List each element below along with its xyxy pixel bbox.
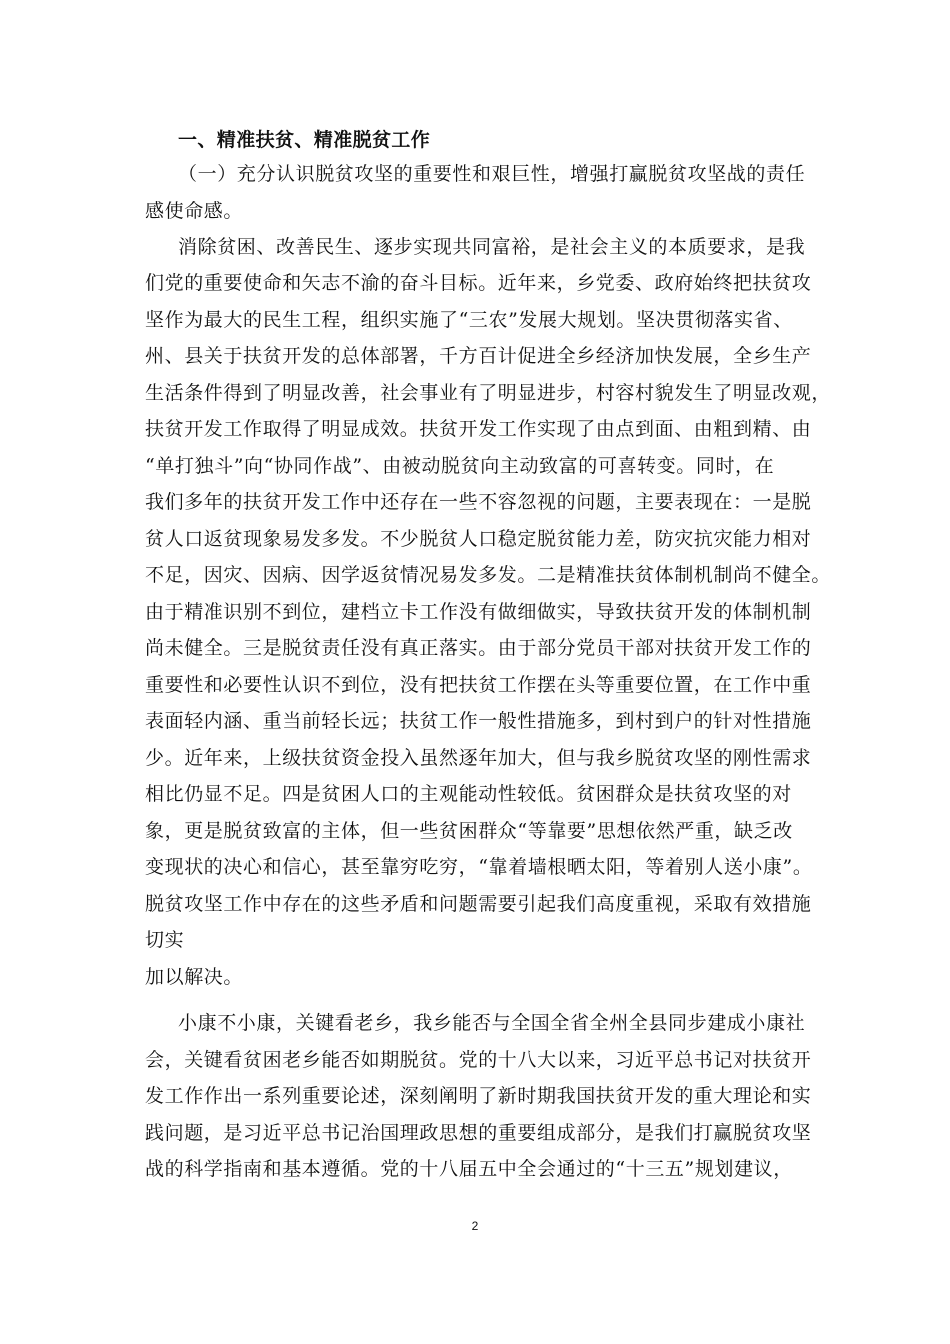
subsection-heading-line-2: 感使命感。 bbox=[145, 200, 244, 222]
paragraph-1-line-6: 扶贫开发工作取得了明显成效。扶贫开发工作实现了由点到面、由粗到精、由 bbox=[145, 418, 812, 440]
paragraph-1-line-18: 变现状的决心和信心，甚至靠穷吃穷，“靠着墙根晒太阳，等着别人送小康”。 bbox=[145, 856, 813, 878]
paragraph-2-line-3: 发工作作出一系列重要论述，深刻阐明了新时期我国扶贫开发的重大理论和实 bbox=[145, 1085, 812, 1107]
paragraph-1-line-4: 州、县关于扶贫开发的总体部署，千方百计促进全乡经济加快发展，全乡生产 bbox=[145, 345, 812, 367]
paragraph-1-line-2: 们党的重要使命和矢志不渝的奋斗目标。近年来，乡党委、政府始终把扶贫攻 bbox=[145, 272, 812, 294]
paragraph-1-line-15: 少。近年来，上级扶贫资金投入虽然逐年加大，但与我乡脱贫攻坚的刚性需求 bbox=[145, 747, 812, 769]
paragraph-1-line-16: 相比仍显不足。四是贫困人口的主观能动性较低。贫困群众是扶贫攻坚的对 bbox=[145, 783, 792, 805]
paragraph-1-line-14: 表面轻内涵、重当前轻长远；扶贫工作一般性措施多，到村到户的针对性措施 bbox=[145, 710, 812, 732]
paragraph-2-line-5: 战的科学指南和基本遵循。党的十八届五中全会通过的“十三五”规划建议， bbox=[145, 1158, 793, 1180]
paragraph-1-line-9: 贫人口返贫现象易发多发。不少脱贫人口稳定脱贫能力差，防灾抗灾能力相对 bbox=[145, 528, 812, 550]
paragraph-1-line-21: 加以解决。 bbox=[145, 966, 244, 988]
paragraph-1-line-7: “单打独斗”向“协同作战”、由被动脱贫向主动致富的可喜转变。同时，在 bbox=[145, 455, 775, 477]
paragraph-1-line-12: 尚未健全。三是脱贫责任没有真正落实。由于部分党员干部对扶贫开发工作的 bbox=[145, 637, 812, 659]
paragraph-2-line-2: 会，关键看贫困老乡能否如期脱贫。党的十八大以来，习近平总书记对扶贫开 bbox=[145, 1049, 812, 1071]
section-heading: 一、精准扶贫、精准脱贫工作 bbox=[178, 129, 431, 151]
paragraph-1-line-11: 由于精准识别不到位，建档立卡工作没有做细做实，导致扶贫开发的体制机制 bbox=[145, 601, 812, 623]
paragraph-1-line-1: 消除贫困、改善民生、逐步实现共同富裕，是社会主义的本质要求，是我 bbox=[178, 236, 806, 258]
paragraph-1-line-8: 我们多年的扶贫开发工作中还存在一些不容忽视的问题，主要表现在：一是脱 bbox=[145, 491, 812, 513]
subsection-heading-line-1: （一）充分认识脱贫攻坚的重要性和艰巨性，增强打赢脱贫攻坚战的责任 bbox=[178, 163, 806, 185]
paragraph-2-line-4: 践问题，是习近平总书记治国理政思想的重要组成部分，是我们打赢脱贫攻坚 bbox=[145, 1122, 812, 1144]
page-number: 2 bbox=[471, 1219, 479, 1233]
paragraph-1-line-5: 生活条件得到了明显改善，社会事业有了明显进步，村容村貌发生了明显改观， bbox=[145, 382, 832, 404]
paragraph-1-line-13: 重要性和必要性认识不到位，没有把扶贫工作摆在头等重要位置，在工作中重 bbox=[145, 674, 812, 696]
paragraph-1-line-17: 象，更是脱贫致富的主体，但一些贫困群众“等靠要”思想依然严重，缺乏改 bbox=[145, 820, 793, 842]
paragraph-1-line-3: 坚作为最大的民生工程，组织实施了“三农”发展大规划。坚决贯彻落实省、 bbox=[145, 309, 793, 331]
paragraph-1-line-10: 不足，因灾、因病、因学返贫情况易发多发。二是精准扶贫体制机制尚不健全。 bbox=[145, 564, 832, 586]
paragraph-2-line-1: 小康不小康，关键看老乡，我乡能否与全国全省全州全县同步建成小康社 bbox=[178, 1012, 806, 1034]
paragraph-1-line-19: 脱贫攻坚工作中存在的这些矛盾和问题需要引起我们高度重视，采取有效措施 bbox=[145, 893, 812, 915]
paragraph-1-line-20: 切实 bbox=[145, 929, 185, 951]
